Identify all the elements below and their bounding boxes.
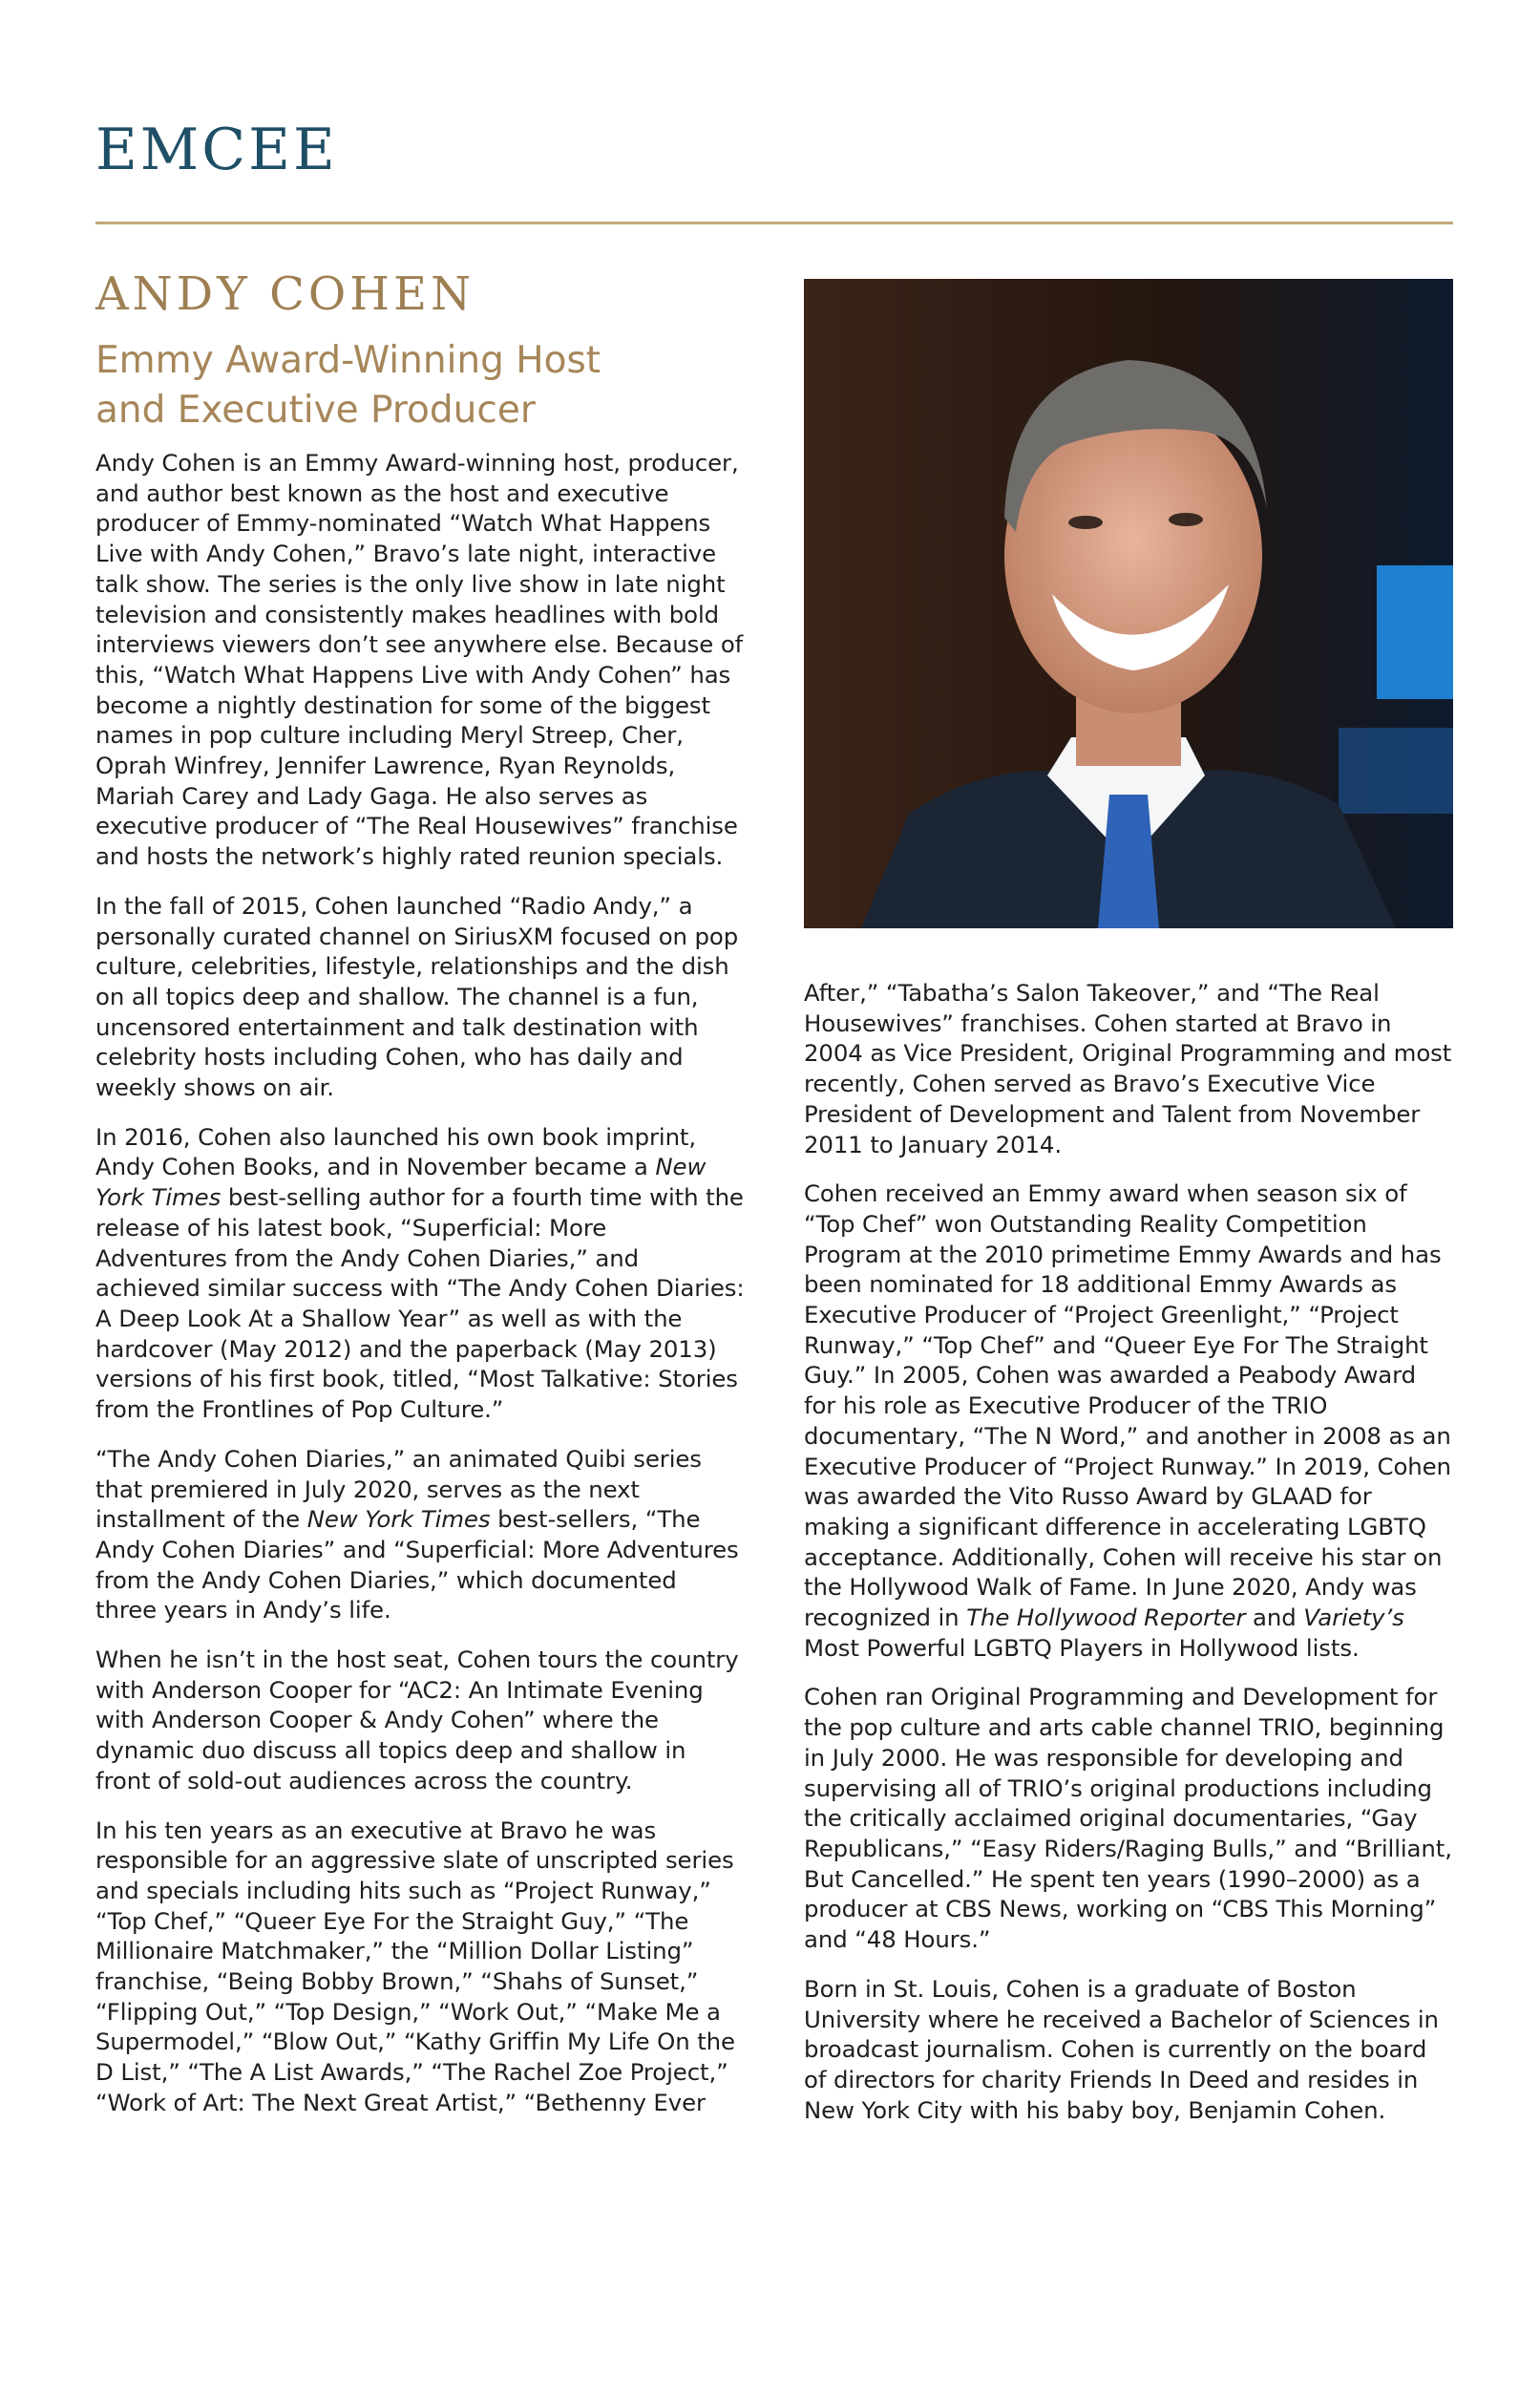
bio-paragraph-4 — [95, 1444, 745, 1625]
text-run: best-sellers, “The Andy Cohen Diaries” and “Superficial: More Adventures from the Andy Cohen Diaries,” which documented three years in Andy’s life. — [95, 1505, 739, 1625]
portrait-photo-icon — [804, 279, 1453, 928]
bio-paragraph-9: Cohen ran Original Programming and Development for the pop culture and arts cable channel TRIO, beginning in July 2000. He was responsible for developing and supervising all of TRIO’s original productions including the critically acclaimed original documentaries, “Gay Republicans,” “Easy Riders/Raging Bulls,” and “Brilliant, But Cancelled.” He spent ten years (1990–2000) as a producer at CBS News, working on “CBS This Morning” and “48 Hours.” — [804, 1683, 1452, 1954]
subtitle-line-2: and Executive Producer — [95, 389, 536, 432]
publication-title: New York Times — [95, 1153, 707, 1212]
bio-paragraph-10: Born in St. Louis, Cohen is a graduate of Boston University where he received a Bachelor of Sciences in broadcast journalism. Cohen is currently on the board of directors for charity Friends In Deed and resides in New York City with his baby boy, Benjamin Cohen. — [804, 1974, 1439, 2124]
publication-title: The Hollywood Reporter — [966, 1604, 1246, 1632]
bio-paragraph-8 — [804, 1179, 1453, 1663]
bio-paragraph-3 — [95, 1122, 745, 1425]
publication-title: Variety’s — [1303, 1604, 1404, 1632]
text-run: best-selling author for a fourth time with the release of his latest book, “Superficial: More Adventures from the Andy Cohen Diaries,” and achieved similar success with “The Andy Cohen Diaries: A Deep Look At a Shallow Year” as well as with the hardcover (May 2012) and the paperback (May 2013) versions of his first book, titled, “Most Talkative: Stories from the Frontlines of Pop Culture.” — [95, 1183, 745, 1424]
left-column — [95, 448, 745, 2137]
publication-title: New York Times — [306, 1505, 491, 1534]
bio-paragraph-7: After,” “Tabatha’s Salon Takeover,” and “The Real Housewives” franchises. Cohen started at Bravo in 2004 as Vice President, Original Programming and most recently, Cohen served as Bravo’s Executive Vice President of Development and Talent from November 2011 to January 2014. — [804, 979, 1452, 1158]
bio-paragraph-2: In the fall of 2015, Cohen launched “Radio Andy,” a personally curated channel on SiriusXM focused on pop culture, celebrities, lifestyle, relationships and the dish on all topics deep and shallow. The channel is a fun, uncensored entertainment and talk destination with celebrity hosts including Cohen, who has daily and weekly shows on air. — [95, 891, 739, 1102]
profile-subtitle — [95, 336, 707, 435]
text-run: In 2016, Cohen also launched his own book imprint, Andy Cohen Books, and in November became a — [95, 1122, 697, 1181]
right-column — [804, 978, 1453, 2144]
profile-name: ANDY COHEN — [95, 267, 475, 321]
text-run: and — [1245, 1604, 1304, 1632]
bio-paragraph-6: In his ten years as an executive at Bravo he was responsible for an aggressive slate of unscripted series and specials including hits such as “Project Runway,” “Top Chef,” “Queer Eye For the Straight Guy,” “The Millionaire Matchmaker,” the “Million Dollar Listing” franchise, “Being Bobby Brown,” “Shahs of Sunset,” “Flipping Out,” “Top Design,” “Work Out,” “Make Me a Supermodel,” “Blow Out,” “Kathy Griffin My Life On the D List,” “The A List Awards,” “The Rachel Zoe Project,” “Work of Art: The Next Great Artist,” “Bethenny Ever — [95, 1816, 735, 2116]
text-run: “The Andy Cohen Diaries,” an animated Quibi series that premiered in July 2020, serves as the next installment of the — [95, 1444, 702, 1534]
portrait-photo — [804, 279, 1453, 928]
section-title: EMCEE — [95, 117, 338, 183]
bio-paragraph-5: When he isn’t in the host seat, Cohen tours the country with Anderson Cooper for “AC2: An Intimate Evening with Anderson Cooper & Andy Cohen” where the dynamic duo discuss all topics deep and shallow in front of sold-out audiences across the country. — [95, 1646, 739, 1795]
subtitle-line-1: Emmy Award-Winning Host — [95, 339, 601, 382]
bio-paragraph-1: Andy Cohen is an Emmy Award-winning host, producer, and author best known as the host and executive producer of Emmy-nominated “Watch What Happens Live with Andy Cohen,” Bravo’s late night, interactive talk show. The series is the only live show in late night television and consistently makes headlines with bold interviews viewers don’t see anywhere else. Because of this, “Watch What Happens Live with Andy Cohen” has become a nightly destination for some of the biggest names in pop culture including Meryl Streep, Cher, Oprah Winfrey, Jennifer Lawrence, Ryan Reynolds, Mariah Carey and Lady Gaga. He also serves as executive producer of “The Real Housewives” franchise and hosts the network’s highly rated reunion specials. — [95, 449, 744, 871]
text-run: Most Powerful LGBTQ Players in Hollywood lists. — [804, 1633, 1360, 1662]
text-run: Cohen received an Emmy award when season six of “Top Chef” won Outstanding Reality Competition Program at the 2010 primetime Emmy Awards and has been nominated for 18 additional Emmy Awards as Executive Producer of “Project Greenlight,” “Project Runway,” “Top Chef” and “Queer Eye For The Straight Guy.” In 2005, Cohen was awarded a Peabody Award for his role as Executive Producer of the TRIO documentary, “The N Word,” and another in 2008 as an Executive Producer of “Project Runway.” In 2019, Cohen was awarded the Vito Russo Award by GLAAD for making a significant difference in accelerating LGBTQ acceptance. Additionally, Cohen will receive his star on the Hollywood Walk of Fame. In June 2020, Andy was recognized in — [804, 1179, 1451, 1632]
header-divider — [95, 222, 1453, 224]
